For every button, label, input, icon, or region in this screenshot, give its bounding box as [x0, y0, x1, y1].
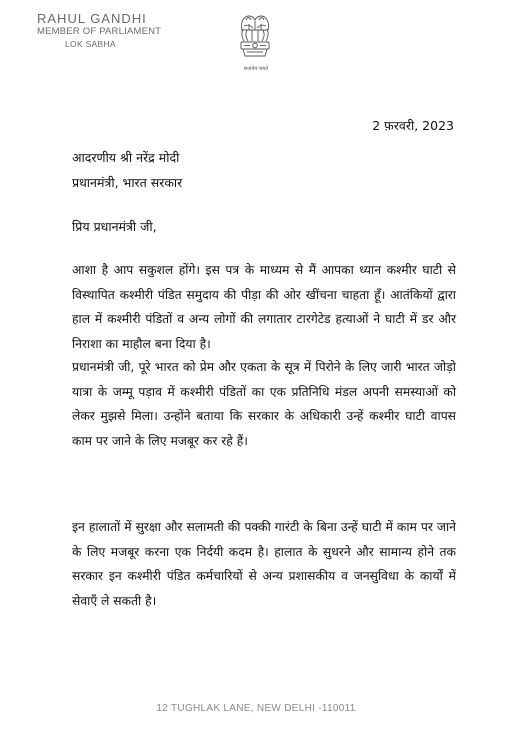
addressee-name: आदरणीय श्री नरेंद्र मोदी [72, 150, 180, 165]
body-paragraph-1: आशा है आप सकुशल होंगे। इस पत्र के माध्यम से मैं आपका ध्यान कश्मीर घाटी से विस्थापित कश्मीरी पंडित समुदाय की पीड़ा की ओर खींचना चाहता हूँ। आतंकियों द्वारा हाल में कश्मीरी पंडितों व अन्य लोगों की लगातार टारगेटेड हत्याओं ने घाटी में डर और निराशा का माहौल बना दिया है। [72, 263, 456, 351]
addressee-block [72, 145, 182, 195]
salutation: प्रिय प्रधानमंत्री जी, [72, 219, 157, 234]
letterhead-house: LOK SABHA [65, 38, 116, 49]
national-emblem-icon [232, 8, 278, 72]
body-paragraph-2: प्रधानमंत्री जी, पूरे भारत को प्रेम और एकता के सूत्र में पिरोने के लिए जारी भारत जोड़ो यात्रा के जम्मू पड़ाव में कश्मीरी पंडितों का एक प्रतिनिधि मंडल अपनी समस्याओं को लेकर मुझसे मिला। उन्होंने बताया कि सरकार के अधिकारी उन्हें कश्मीर घाटी वापस काम पर जाने के लिए मजबूर कर रहे हैं। [72, 360, 456, 448]
letterhead-name: RAHUL GANDHI [37, 11, 147, 26]
letter-date: 2 फ़रवरी, 2023 [372, 118, 454, 133]
letterhead [37, 12, 197, 48]
emblem-caption: सत्यमेव जयते [243, 66, 269, 72]
footer-address: 12 TUGHLAK LANE, NEW DELHI -110011 [156, 703, 356, 714]
body-paragraph-3: इन हालातों में सुरक्षा और सलामती की पक्की गारंटी के बिना उन्हें घाटी में काम पर जाने के लिए मजबूर करना एक निर्दयी कदम है। हालात के सुधरने और सामान्य होने तक सरकार इन कश्मीरी पंडित कर्मचारियों से अन्य प्रशासकीय व जनसुविधा के कार्यों में सेवाएँ ले सकती है। [72, 520, 456, 608]
letterhead-title: MEMBER OF PARLIAMENT [37, 26, 162, 37]
addressee-designation: प्रधानमंत्री, भारत सरकार [72, 175, 183, 190]
